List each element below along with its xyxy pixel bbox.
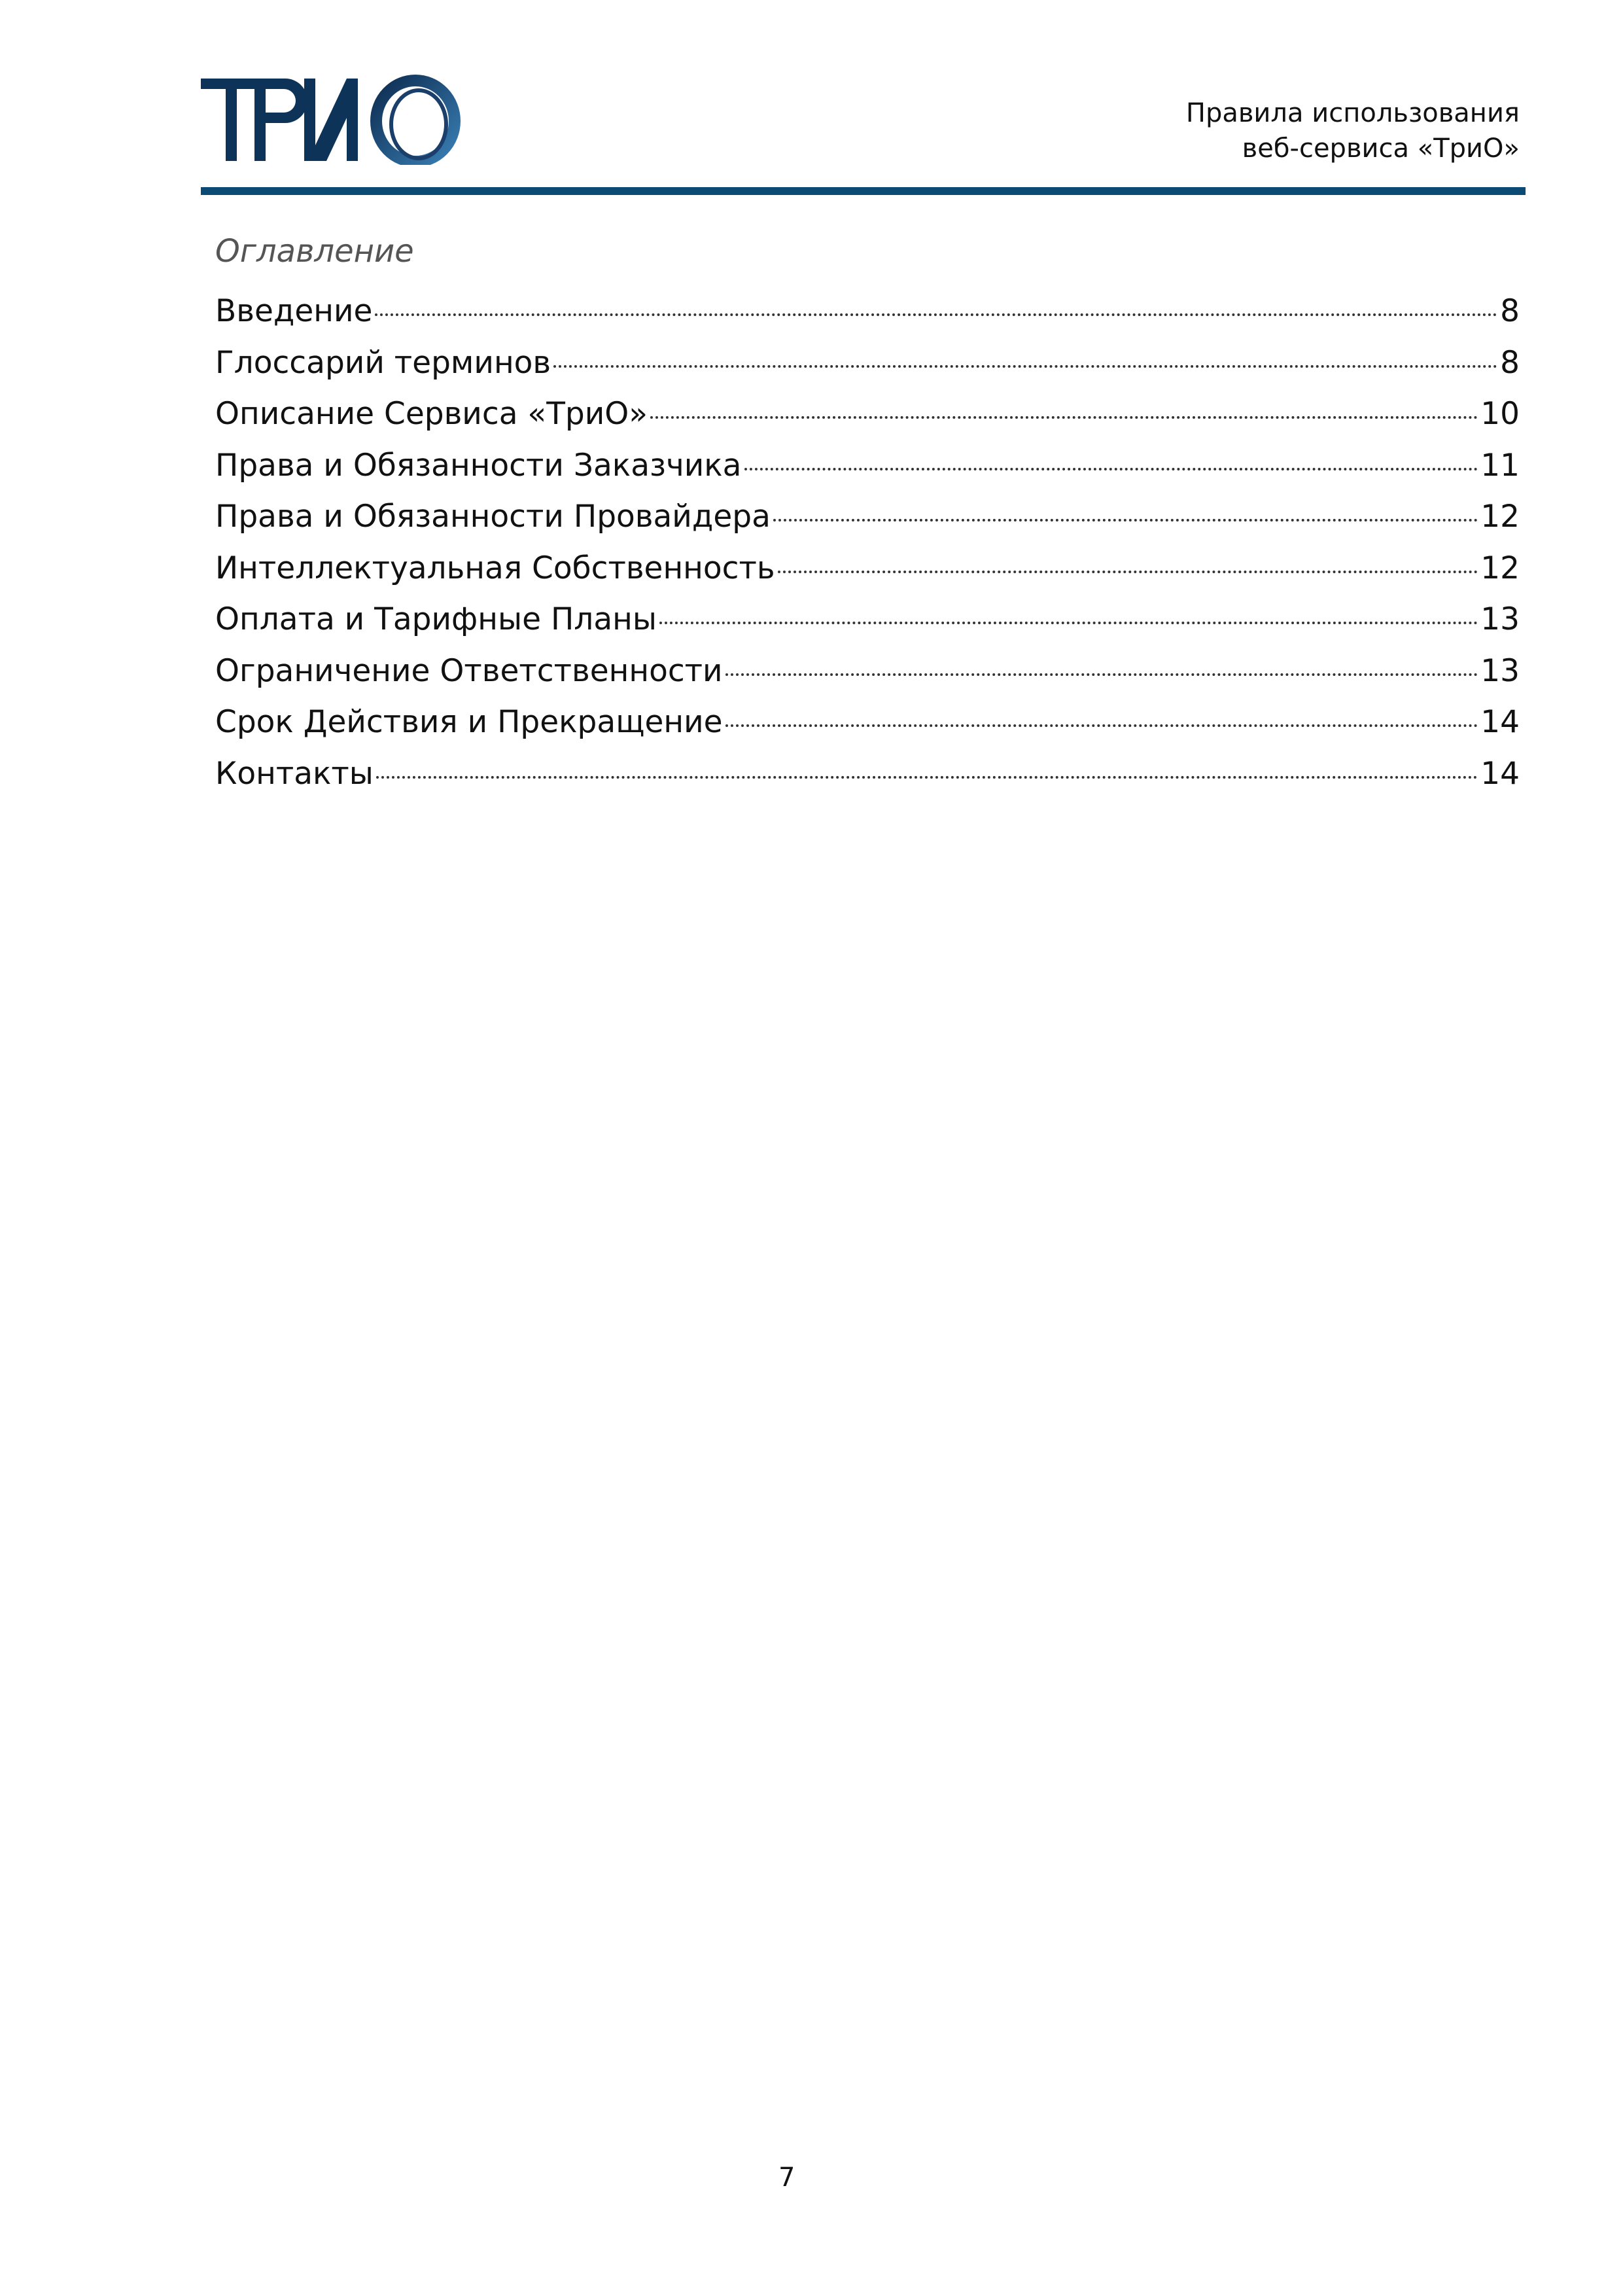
dot-leader — [725, 673, 1478, 676]
toc-entry[interactable] — [215, 396, 1520, 448]
dot-leader — [376, 776, 1478, 779]
document-header — [1186, 96, 1520, 166]
header-line-2: веб-сервиса «ТриО» — [1242, 133, 1520, 164]
toc-entry[interactable] — [215, 448, 1520, 499]
toc-entry-label: Срок Действия и Прекращение — [215, 704, 723, 740]
dot-leader — [659, 622, 1478, 624]
toc-entry-page: 12 — [1480, 499, 1520, 535]
trio-logo — [200, 73, 474, 165]
dot-leader — [744, 468, 1478, 470]
toc-entry[interactable] — [215, 756, 1520, 807]
toc-entry-page: 14 — [1480, 755, 1520, 792]
toc-entry-page: 11 — [1480, 447, 1520, 484]
toc-entry-label: Глоссарий терминов — [215, 344, 551, 381]
toc-entry-page: 13 — [1480, 652, 1520, 689]
toc-entry[interactable] — [215, 293, 1520, 345]
toc-entry-page: 8 — [1500, 344, 1520, 381]
page-number: 7 — [778, 2163, 795, 2193]
table-of-contents — [215, 293, 1520, 807]
toc-entry-label: Оплата и Тарифные Планы — [215, 601, 657, 637]
toc-entry-label: Контакты — [215, 755, 374, 792]
toc-entry[interactable] — [215, 653, 1520, 705]
toc-entry-label: Ограничение Ответственности — [215, 652, 723, 689]
dot-leader — [553, 365, 1497, 368]
toc-entry[interactable] — [215, 345, 1520, 397]
toc-entry-page: 8 — [1500, 293, 1520, 329]
dot-leader — [778, 571, 1478, 573]
toc-entry-label: Интеллектуальная Собственность — [215, 550, 775, 586]
dot-leader — [375, 313, 1497, 316]
toc-entry[interactable] — [215, 601, 1520, 653]
toc-entry-page: 10 — [1480, 396, 1520, 432]
toc-entry-page: 12 — [1480, 550, 1520, 586]
toc-entry[interactable] — [215, 550, 1520, 602]
toc-entry-label: Права и Обязанности Провайдера — [215, 499, 771, 535]
toc-entry-label: Права и Обязанности Заказчика — [215, 447, 742, 484]
dot-leader — [773, 519, 1478, 521]
toc-entry-label: Описание Сервиса «ТриО» — [215, 396, 648, 432]
toc-title: Оглавление — [215, 233, 414, 270]
dot-leader — [650, 416, 1478, 419]
header-line-1: Правила использования — [1185, 98, 1520, 128]
toc-entry-label: Введение — [215, 293, 373, 329]
header-divider — [201, 187, 1526, 195]
toc-entry[interactable] — [215, 704, 1520, 756]
dot-leader — [725, 724, 1478, 727]
toc-entry[interactable] — [215, 499, 1520, 550]
toc-entry-page: 13 — [1480, 601, 1520, 637]
toc-entry-page: 14 — [1480, 704, 1520, 740]
